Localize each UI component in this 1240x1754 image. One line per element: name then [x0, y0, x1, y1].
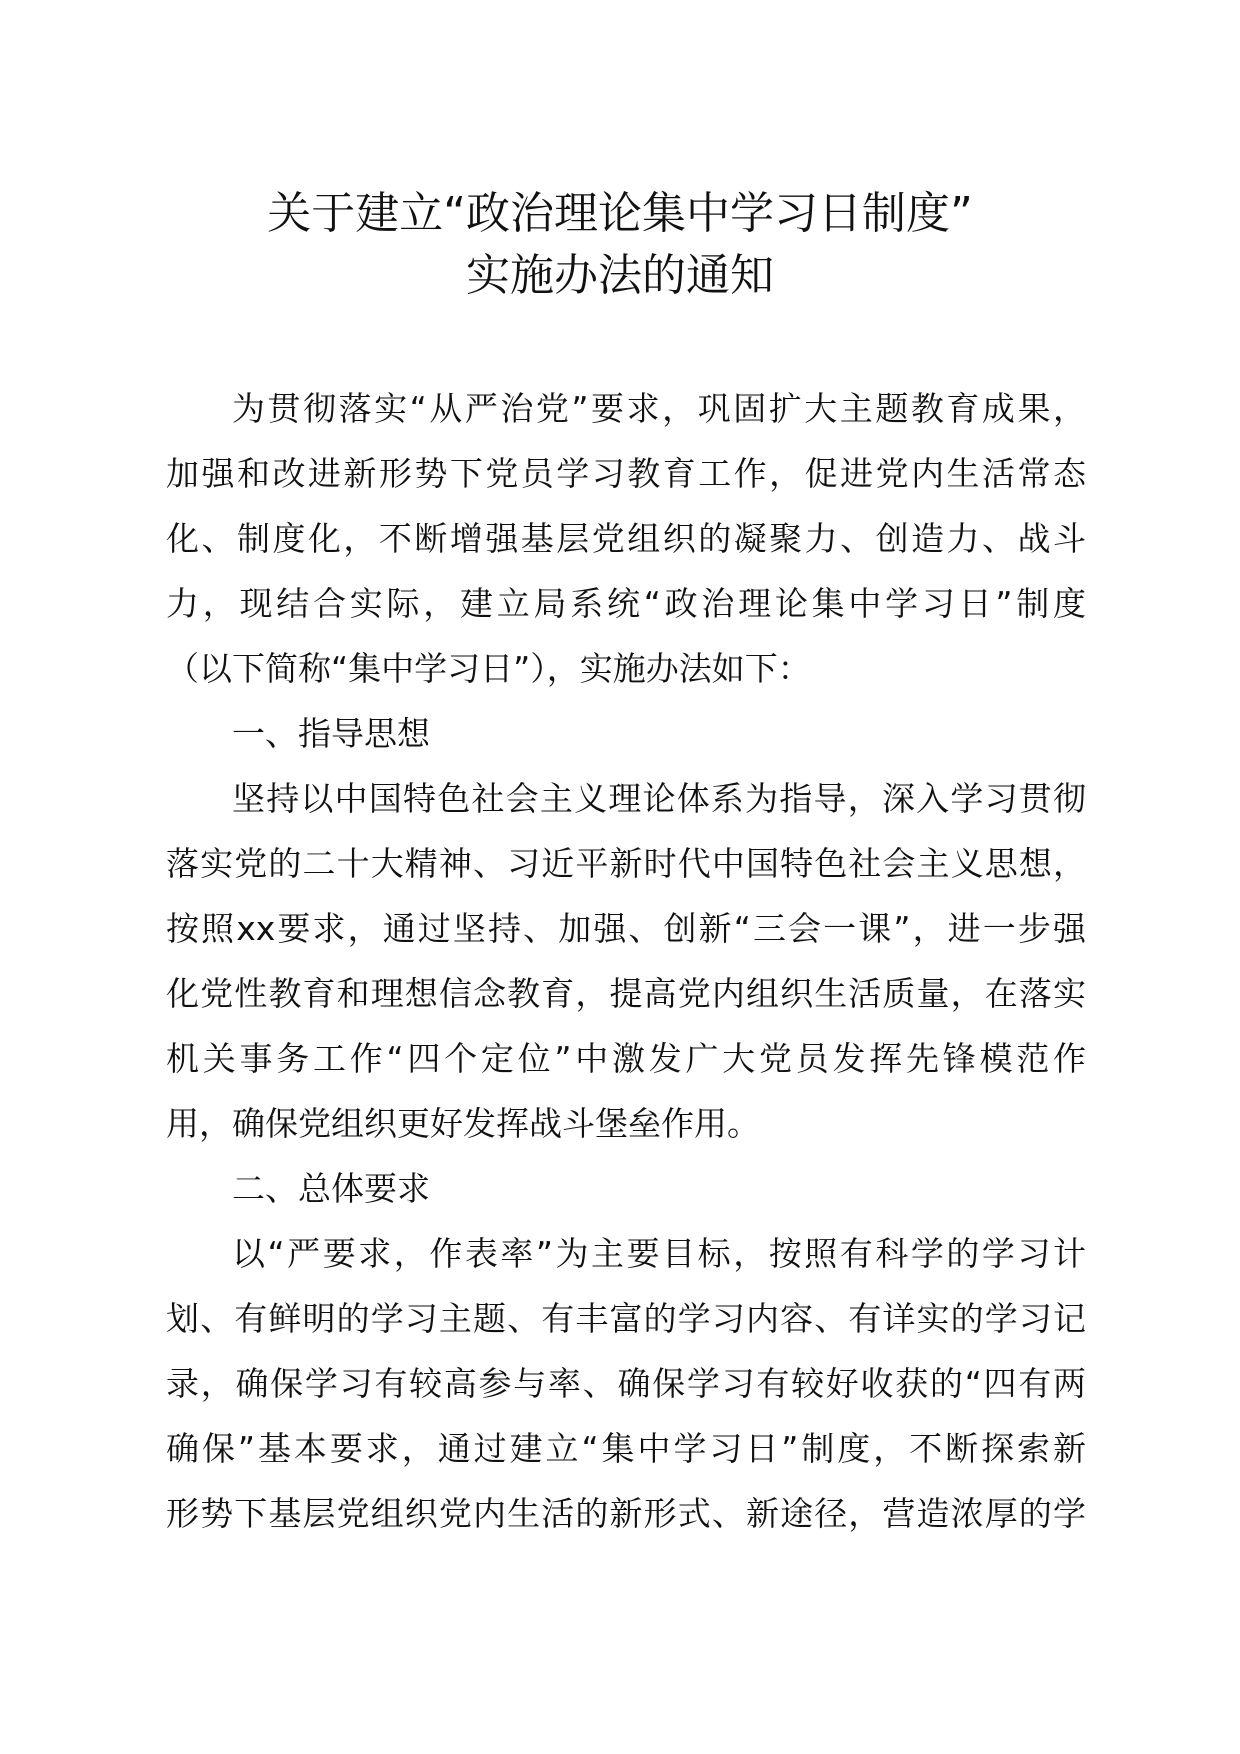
paragraph-line: 为贯彻落实“从严治党”要求，巩固扩大主题教育成果， — [232, 389, 1086, 428]
paragraph-line: 以“严要求，作表率”为主要目标，按照有科学的学习计 — [232, 1234, 1086, 1273]
paragraph-line: 形势下基层党组织党内生活的新形式、新途径，营造浓厚的学 — [166, 1494, 1086, 1533]
document-title-line-1: 关于建立“政治理论集中学习日制度” — [267, 188, 973, 239]
paragraph-line: 录，确保学习有较高参与率、确保学习有较好收获的“四有两 — [166, 1364, 1086, 1403]
paragraph-line: 按照xx要求，通过坚持、加强、创新“三会一课”，进一步强 — [166, 909, 1086, 948]
paragraph-line: 机关事务工作“四个定位”中激发广大党员发挥先锋模范作 — [166, 1039, 1086, 1078]
paragraph-line: 坚持以中国特色社会主义理论体系为指导，深入学习贯彻 — [232, 779, 1086, 818]
paragraph-line: （以下简称“集中学习日”），实施办法如下： — [166, 649, 811, 688]
paragraph-line: 加强和改进新形势下党员学习教育工作，促进党内生活常态 — [166, 454, 1086, 493]
document-title-line-2: 实施办法的通知 — [466, 250, 774, 301]
paragraph-line: 化党性教育和理想信念教育，提高党内组织生活质量，在落实 — [166, 974, 1086, 1013]
paragraph-line: 化、制度化，不断增强基层党组织的凝聚力、创造力、战斗 — [166, 519, 1086, 558]
paragraph-line: 用，确保党组织更好发挥战斗堡垒作用。 — [166, 1104, 760, 1143]
document-body — [166, 376, 1086, 1546]
paragraph-line: 确保”基本要求，通过建立“集中学习日”制度，不断探索新 — [166, 1429, 1086, 1468]
section-heading-general-requirements: 二、总体要求 — [232, 1169, 430, 1208]
paragraph-line: 力，现结合实际，建立局系统“政治理论集中学习日”制度 — [166, 584, 1086, 623]
paragraph-line: 划、有鲜明的学习主题、有丰富的学习内容、有详实的学习记 — [166, 1299, 1086, 1338]
paragraph-line: 落实党的二十大精神、习近平新时代中国特色社会主义思想， — [166, 844, 1086, 883]
section-heading-guiding-thought: 一、指导思想 — [232, 714, 430, 753]
